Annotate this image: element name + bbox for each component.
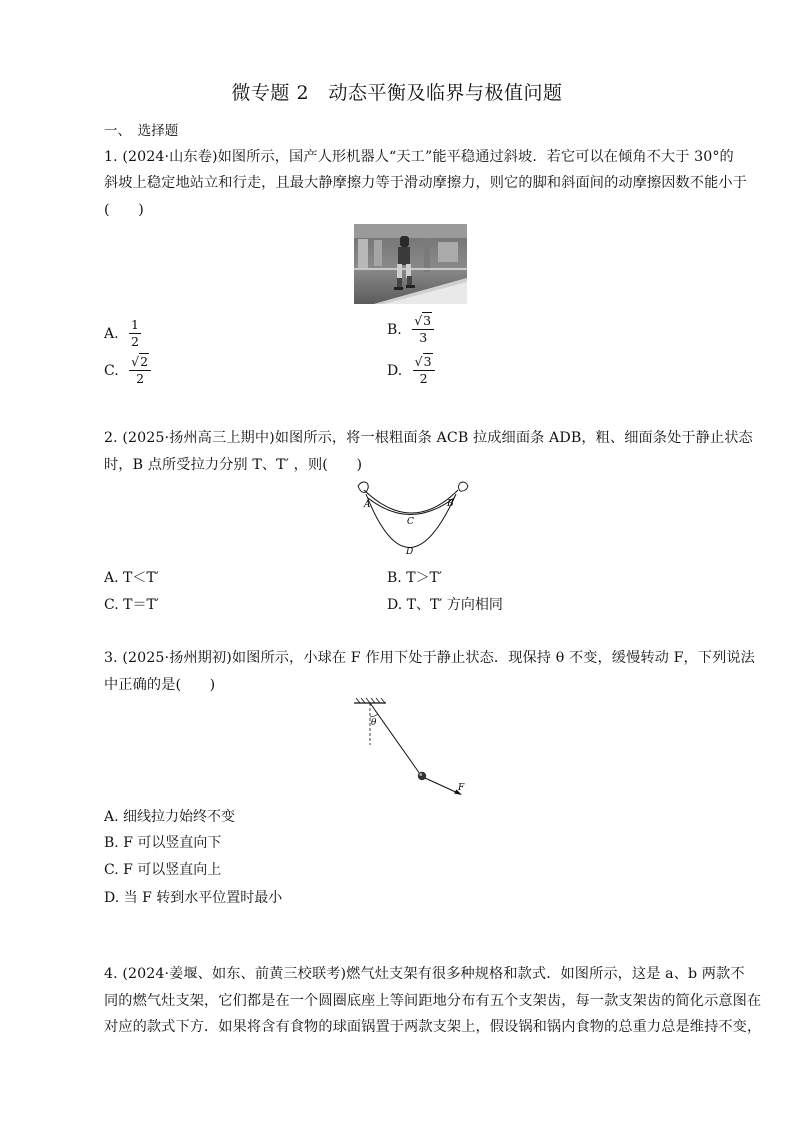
q4-line-2: 同的燃气灶支架，它们都是在一个圆圈底座上等间距地分布有五个支架齿，每一款支架齿的简化示意图在 [104, 993, 762, 1009]
q1-line-3: ( ) [104, 202, 144, 218]
page-title: 微专题 2 动态平衡及临界与极值问题 [231, 82, 563, 104]
q4-line-1: 4. (2024·姜堰、如东、前黄三校联考)燃气灶支架有很多种规格和款式．如图所示，这是 a、b 两款不 [104, 966, 745, 982]
q3-line-1: 3. (2025·扬州期初)如图所示，小球在 F 作用下处于静止状态．现保持 θ 不变，缓慢转动 F，下列说法 [104, 650, 755, 666]
q2-option-a[interactable]: A. T＜T′ [104, 570, 159, 586]
q1-option-c-fraction: $\frac{√2}{2}$ [129, 355, 151, 387]
q1-option-d[interactable] [387, 355, 435, 387]
q3-option-d[interactable]: D. 当 F 转到水平位置时最小 [104, 890, 283, 906]
q1-option-a[interactable] [104, 318, 141, 350]
q1-option-d-label: D. [387, 362, 403, 379]
q1-option-b-fraction: $\frac{√3}{3}$ [412, 314, 434, 346]
q3-option-a[interactable]: A. 细线拉力始终不变 [104, 809, 236, 825]
q1-option-a-label: A. [104, 325, 119, 342]
point-c-label: C [407, 517, 414, 527]
q1-option-b-label: B. [387, 321, 402, 338]
q1-option-b[interactable] [387, 314, 434, 346]
q1-option-c[interactable] [104, 355, 151, 387]
section-heading: 一、 选择题 [104, 123, 179, 139]
q2-option-d[interactable]: D. T、T′ 方向相同 [387, 597, 503, 613]
q2-line-2: 时，B 点所受拉力分别 T、T′ ，则( ) [104, 457, 363, 473]
q3-line-2: 中正确的是( ) [104, 677, 216, 693]
q2-line-1: 2. (2025·扬州高三上期中)如图所示，将一根粗面条 ACB 拉成细面条 ADB，粗、细面条处于静止状态 [104, 430, 753, 446]
q1-option-c-label: C. [104, 362, 119, 379]
noodle-diagram [350, 476, 475, 561]
q1-line-1: 1. (2024·山东卷)如图所示，国产人形机器人“天工”能平稳通过斜坡．若它可以在倾角不大于 30°的 [104, 149, 734, 165]
q1-option-d-fraction: $\frac{√3}{2}$ [413, 355, 435, 387]
point-d-label: D [406, 547, 414, 557]
q3-option-b[interactable]: B. F 可以竖直向下 [104, 835, 222, 851]
q1-option-a-fraction: $\frac{1}{2}$ [131, 317, 139, 350]
point-b-label: B [447, 499, 454, 509]
q2-option-b[interactable]: B. T＞T′ [387, 570, 443, 586]
q1-line-2: 斜坡上稳定地站立和行走，且最大静摩擦力等于滑动摩擦力，则它的脚和斜面间的动摩擦因数不能小于 [104, 175, 747, 191]
force-f-label: F [458, 783, 465, 793]
q3-option-c[interactable]: C. F 可以竖直向上 [104, 862, 222, 878]
q2-option-c[interactable]: C. T＝T′ [104, 597, 159, 613]
theta-label: θ [371, 718, 377, 728]
pendulum-diagram [350, 695, 475, 800]
point-a-label: A [364, 500, 371, 510]
robot-on-slope-photo [354, 224, 467, 304]
q4-line-3: 对应的款式下方．如果将含有食物的球面锅置于两款支架上，假设锅和锅内食物的总重力总是维持不变， [104, 1019, 762, 1035]
